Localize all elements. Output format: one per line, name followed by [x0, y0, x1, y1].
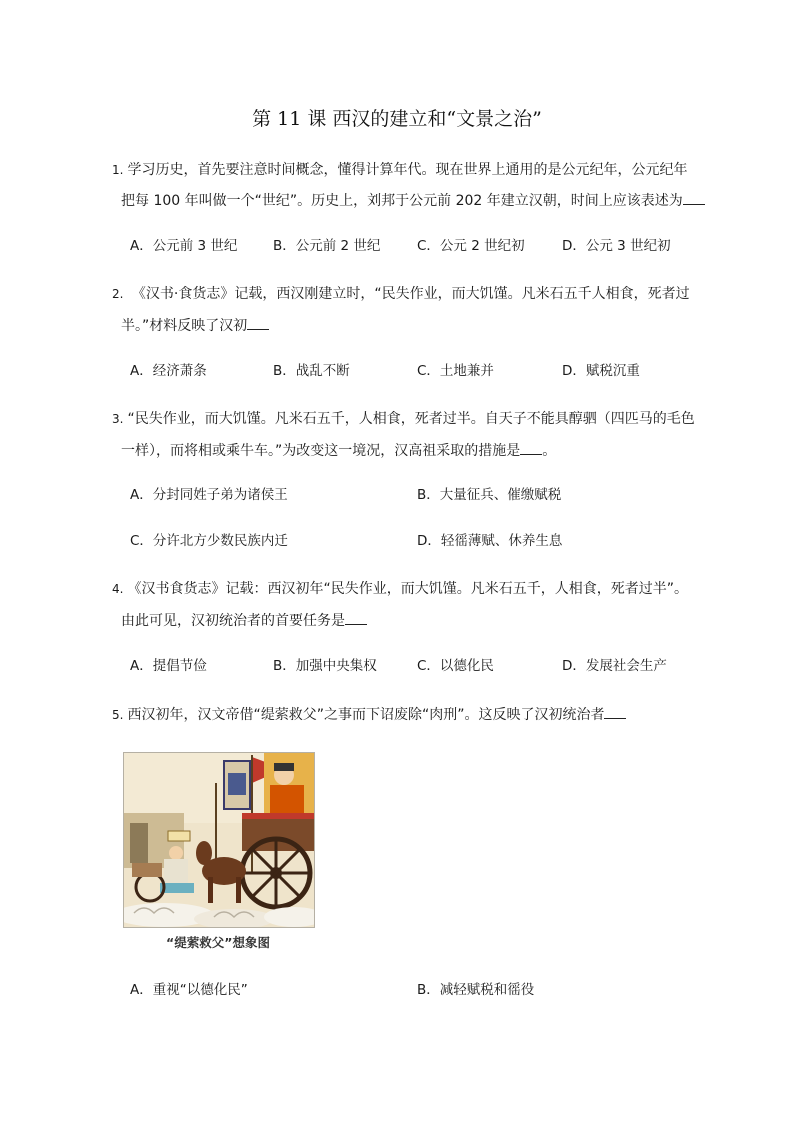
question-3-option-a[interactable]: A．分封同姓子弟为诸侯王: [130, 487, 288, 503]
answer-blank: [604, 704, 626, 719]
question-1-option-b[interactable]: B．公元前 2 世纪: [273, 238, 381, 254]
question-2-option-a[interactable]: A．经济萧条: [130, 363, 207, 379]
question-3-option-d[interactable]: D．轻徭薄赋、休养生息: [417, 533, 563, 549]
question-3-number: 3.: [112, 412, 124, 426]
question-5-number: 5.: [112, 708, 124, 722]
question-2-line-1: 2. 《汉书·食货志》记载，西汉刚建立时，“民失作业，而大饥馑。凡米石五千人相食，死者过: [112, 286, 690, 302]
question-2-option-b[interactable]: B．战乱不断: [273, 363, 350, 379]
question-3-option-c[interactable]: C．分许北方少数民族内迁: [130, 533, 288, 549]
question-3-line-1: 3. “民失作业，而大饥馑。凡米石五千，人相食，死者过半。自天子不能具醇驷（四匹马的毛色: [112, 411, 695, 427]
question-3-line-2: 一样），而将相或乘牛车。”为改变这一境况，汉高祖采取的措施是 。: [121, 440, 556, 461]
answer-blank: [345, 610, 367, 625]
question-2-option-c[interactable]: C．土地兼并: [417, 363, 494, 379]
question-5-option-b[interactable]: B．减轻赋税和徭役: [417, 982, 535, 998]
question-2-number: 2.: [112, 287, 124, 301]
question-1-line-2: 把每 100 年叫做一个“世纪”。历史上，刘邦于公元前 202 年建立汉朝，时间上应该表述为: [121, 190, 705, 211]
answer-blank: [247, 315, 269, 330]
question-3-option-b[interactable]: B．大量征兵、催缴赋税: [417, 487, 562, 503]
question-4-option-c[interactable]: C．以德化民: [417, 658, 494, 674]
question-1-option-a[interactable]: A．公元前 3 世纪: [130, 238, 238, 254]
question-1-line-1: 1. 学习历史，首先要注意时间概念，懂得计算年代。现在世界上通用的是公元纪年，公元纪年: [112, 162, 688, 178]
question-4-option-b[interactable]: B．加强中央集权: [273, 658, 377, 674]
question-4-number: 4.: [112, 582, 124, 596]
figure-caption: “缇萦救父”想象图: [166, 935, 270, 950]
illustration-picture: [124, 753, 314, 927]
question-5-option-a[interactable]: A．重视“以德化民”: [130, 982, 248, 998]
question-4-option-d[interactable]: D．发展社会生产: [562, 658, 667, 674]
question-2-option-d[interactable]: D．赋税沉重: [562, 363, 640, 379]
answer-blank: [683, 190, 705, 205]
question-4-option-a[interactable]: A．提倡节俭: [130, 658, 207, 674]
question-4-line-2: 由此可见，汉初统治者的首要任务是: [121, 610, 367, 631]
question-5-line-1: 5. 西汉初年，汉文帝借“缇萦救父”之事而下诏废除“肉刑”。这反映了汉初统治者: [112, 704, 626, 725]
question-2-line-2: 半。”材料反映了汉初: [121, 315, 269, 336]
tiying-illustration: [123, 752, 315, 928]
lesson-title: 第 11 课 西汉的建立和“文景之治”: [252, 108, 542, 130]
question-1-number: 1.: [112, 163, 124, 177]
question-4-line-1: 4. 《汉书食货志》记载：西汉初年“民失作业，而大饥馑。凡米石五千，人相食，死者过半”。: [112, 581, 688, 597]
question-1-option-c[interactable]: C．公元 2 世纪初: [417, 238, 525, 254]
question-1-option-d[interactable]: D．公元 3 世纪初: [562, 238, 671, 254]
answer-blank: [520, 440, 542, 455]
